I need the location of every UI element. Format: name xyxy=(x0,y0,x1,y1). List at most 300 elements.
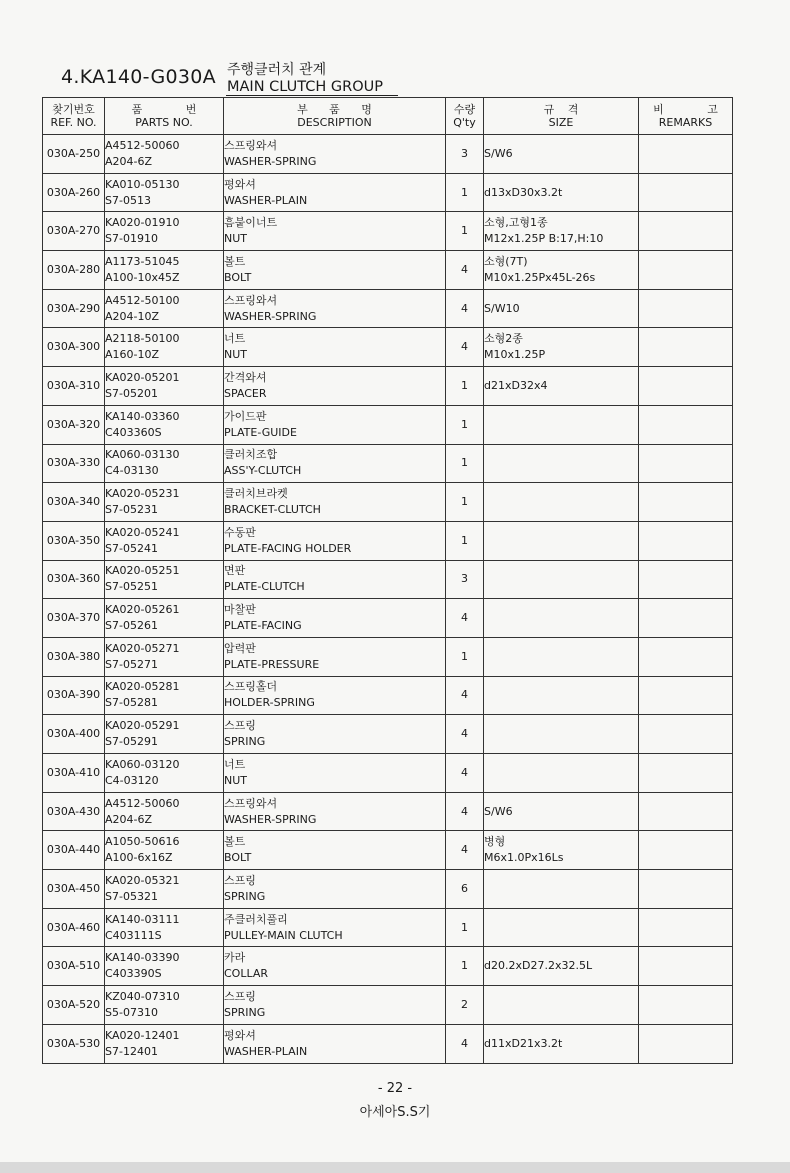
size-cell xyxy=(484,986,639,1025)
quantity-cell xyxy=(446,289,484,328)
ref-number: 030A-260 xyxy=(46,185,101,199)
description-english: BRACKET-CLUTCH xyxy=(224,503,321,517)
parts-number-secondary: C403360S xyxy=(105,425,162,439)
quantity: 1 xyxy=(461,185,468,199)
parts-number-cell xyxy=(105,328,224,367)
parts-number-secondary: S7-0513 xyxy=(105,193,151,207)
quantity-cell xyxy=(446,715,484,754)
size-cell xyxy=(484,328,639,367)
brand-footer: 아세아S.S기 xyxy=(359,1105,431,1120)
quantity: 1 xyxy=(461,417,468,431)
ref-number: 030A-290 xyxy=(46,301,101,315)
parts-number-primary: KZ040-07310 xyxy=(105,989,180,1003)
parts-number-primary: KA140-03111 xyxy=(105,912,180,926)
table-row xyxy=(43,444,733,483)
size-cell xyxy=(484,135,639,174)
size-line-1: 소형2종 xyxy=(484,332,523,346)
size-cell xyxy=(484,212,639,251)
quantity-cell xyxy=(446,212,484,251)
description-korean: 흠붙이너트 xyxy=(224,216,278,230)
ref-number: 030A-510 xyxy=(46,959,101,973)
parts-number-cell xyxy=(105,792,224,831)
remarks-cell xyxy=(639,1024,733,1063)
column-header-parts-no: 품 번 PARTS NO. xyxy=(105,98,224,135)
table-row xyxy=(43,483,733,522)
size-cell xyxy=(484,251,639,290)
size-line-2: M12x1.25P B:17,H:10 xyxy=(484,232,604,246)
parts-number-secondary: A204-6Z xyxy=(105,812,153,826)
ref-number-cell xyxy=(43,947,105,986)
description-english: NUT xyxy=(224,773,247,787)
column-header-ref: 찾기번호 REF. NO. xyxy=(43,98,105,135)
quantity: 4 xyxy=(461,727,468,741)
ref-number-cell xyxy=(43,792,105,831)
description-cell xyxy=(224,1024,446,1063)
table-row xyxy=(43,405,733,444)
ref-number: 030A-250 xyxy=(46,146,101,160)
table-row xyxy=(43,831,733,870)
size-line-1: d21xD32x4 xyxy=(484,378,548,392)
description-korean: 마찰판 xyxy=(224,603,256,617)
description-korean: 볼트 xyxy=(224,835,246,849)
description-korean: 너트 xyxy=(224,757,246,771)
parts-number-secondary: S5-07310 xyxy=(105,1005,158,1019)
description-korean: 카라 xyxy=(224,951,246,965)
quantity: 4 xyxy=(461,1036,468,1050)
parts-number-primary: KA020-05291 xyxy=(105,719,180,733)
table-row xyxy=(43,212,733,251)
size-line-1: d11xD21x3.2t xyxy=(484,1036,563,1050)
ref-number: 030A-440 xyxy=(46,843,101,857)
description-korean: 스프링와셔 xyxy=(224,293,278,307)
ref-number-cell xyxy=(43,289,105,328)
description-english: PLATE-FACING HOLDER xyxy=(224,541,352,555)
description-korean: 수동판 xyxy=(224,525,256,539)
parts-number-secondary: A160-10Z xyxy=(105,348,160,362)
parts-number-cell xyxy=(105,754,224,793)
size-line-1: S/W6 xyxy=(484,146,513,160)
size-cell xyxy=(484,676,639,715)
ref-number: 030A-280 xyxy=(46,262,101,276)
column-header-qty: 수량 Q'ty xyxy=(446,98,484,135)
description-korean: 압력판 xyxy=(224,641,256,655)
size-cell xyxy=(484,483,639,522)
description-cell xyxy=(224,754,446,793)
quantity: 4 xyxy=(461,301,468,315)
parts-number-cell xyxy=(105,289,224,328)
column-header-size: 규 격 SIZE xyxy=(484,98,639,135)
quantity-cell xyxy=(446,251,484,290)
parts-number-secondary: A204-6Z xyxy=(105,154,153,168)
parts-number-primary: KA020-05271 xyxy=(105,641,180,655)
ref-number: 030A-330 xyxy=(46,456,101,470)
size-cell xyxy=(484,715,639,754)
remarks-cell xyxy=(639,947,733,986)
parts-number-primary: KA020-05251 xyxy=(105,564,180,578)
remarks-cell xyxy=(639,560,733,599)
table-row xyxy=(43,947,733,986)
quantity: 4 xyxy=(461,765,468,779)
parts-table xyxy=(42,97,733,1064)
quantity: 2 xyxy=(461,997,468,1011)
parts-number-primary: A4512-50060 xyxy=(105,138,180,152)
description-cell xyxy=(224,676,446,715)
table-row xyxy=(43,676,733,715)
size-cell xyxy=(484,405,639,444)
remarks-cell xyxy=(639,831,733,870)
table-row xyxy=(43,135,733,174)
parts-number-cell xyxy=(105,405,224,444)
size-cell xyxy=(484,831,639,870)
ref-number: 030A-410 xyxy=(46,765,101,779)
description-english: PLATE-FACING xyxy=(224,619,302,633)
table-row xyxy=(43,599,733,638)
column-header-description: 부 품 명 DESCRIPTION xyxy=(224,98,446,135)
ref-number: 030A-370 xyxy=(46,611,101,625)
parts-number-cell xyxy=(105,831,224,870)
parts-number-primary: A1050-50616 xyxy=(105,835,180,849)
table-row xyxy=(43,521,733,560)
ref-number: 030A-340 xyxy=(46,495,101,509)
quantity-cell xyxy=(446,792,484,831)
size-cell xyxy=(484,367,639,406)
description-cell xyxy=(224,135,446,174)
description-english: PLATE-GUIDE xyxy=(224,425,297,439)
remarks-cell xyxy=(639,870,733,909)
remarks-cell xyxy=(639,328,733,367)
description-cell xyxy=(224,521,446,560)
group-code: 4.KA140-G030A xyxy=(61,66,216,88)
remarks-cell xyxy=(639,135,733,174)
parts-number-secondary: S7-01910 xyxy=(105,232,158,246)
size-line-1: 병형 xyxy=(484,835,506,849)
quantity: 3 xyxy=(461,146,468,160)
ref-number-cell xyxy=(43,908,105,947)
remarks-cell xyxy=(639,251,733,290)
quantity: 4 xyxy=(461,688,468,702)
description-cell xyxy=(224,792,446,831)
parts-number-cell xyxy=(105,483,224,522)
description-english: PULLEY-MAIN CLUTCH xyxy=(224,928,343,942)
ref-number: 030A-530 xyxy=(46,1036,101,1050)
table-row xyxy=(43,637,733,676)
parts-number-secondary: A100-10x45Z xyxy=(105,270,180,284)
description-english: WASHER-SPRING xyxy=(224,309,317,323)
remarks-cell xyxy=(639,173,733,212)
parts-number-primary: KA020-12401 xyxy=(105,1028,180,1042)
size-line-1: S/W10 xyxy=(484,301,520,315)
description-english: WASHER-SPRING xyxy=(224,812,317,826)
description-cell xyxy=(224,831,446,870)
table-row xyxy=(43,289,733,328)
parts-number-cell xyxy=(105,367,224,406)
parts-number-primary: KA140-03390 xyxy=(105,951,180,965)
parts-number-secondary: C403111S xyxy=(105,928,162,942)
description-cell xyxy=(224,483,446,522)
ref-number-cell xyxy=(43,251,105,290)
parts-number-secondary: S7-05201 xyxy=(105,386,158,400)
description-cell xyxy=(224,560,446,599)
size-line-1: 소형,고형1종 xyxy=(484,216,548,230)
quantity: 4 xyxy=(461,804,468,818)
description-english: WASHER-PLAIN xyxy=(224,1044,308,1058)
ref-number-cell xyxy=(43,173,105,212)
parts-number-secondary: S7-05251 xyxy=(105,580,158,594)
remarks-cell xyxy=(639,754,733,793)
size-cell xyxy=(484,289,639,328)
size-cell xyxy=(484,637,639,676)
parts-number-secondary: A100-6x16Z xyxy=(105,851,173,865)
parts-number-cell xyxy=(105,986,224,1025)
description-korean: 스프링 xyxy=(224,719,256,733)
quantity: 1 xyxy=(461,959,468,973)
quantity: 1 xyxy=(461,533,468,547)
quantity: 4 xyxy=(461,843,468,857)
parts-number-secondary: S7-05291 xyxy=(105,735,158,749)
parts-number-primary: KA020-05241 xyxy=(105,525,180,539)
parts-number-cell xyxy=(105,599,224,638)
page-header xyxy=(0,0,790,97)
parts-number-cell xyxy=(105,715,224,754)
description-english: PLATE-CLUTCH xyxy=(224,580,305,594)
parts-number-secondary: S7-05281 xyxy=(105,696,158,710)
table-row xyxy=(43,908,733,947)
ref-number: 030A-380 xyxy=(46,649,101,663)
parts-number-secondary: S7-05231 xyxy=(105,503,158,517)
remarks-cell xyxy=(639,444,733,483)
group-title-english: MAIN CLUTCH GROUP xyxy=(227,79,383,95)
size-cell xyxy=(484,560,639,599)
size-line-2: M6x1.0Px16Ls xyxy=(484,851,564,865)
quantity: 4 xyxy=(461,262,468,276)
quantity-cell xyxy=(446,483,484,522)
description-english: HOLDER-SPRING xyxy=(224,696,315,710)
remarks-cell xyxy=(639,367,733,406)
size-line-2: M10x1.25P xyxy=(484,348,546,362)
remarks-cell xyxy=(639,908,733,947)
description-cell xyxy=(224,870,446,909)
ref-number-cell xyxy=(43,676,105,715)
size-cell xyxy=(484,599,639,638)
ref-number: 030A-450 xyxy=(46,881,101,895)
parts-number-secondary: C4-03130 xyxy=(105,464,159,478)
ref-number: 030A-300 xyxy=(46,340,101,354)
parts-number-cell xyxy=(105,521,224,560)
remarks-cell xyxy=(639,289,733,328)
quantity-cell xyxy=(446,986,484,1025)
ref-number: 030A-460 xyxy=(46,920,101,934)
description-english: BOLT xyxy=(224,851,252,865)
table-row xyxy=(43,754,733,793)
ref-number: 030A-270 xyxy=(46,224,101,238)
table-row xyxy=(43,1024,733,1063)
description-cell xyxy=(224,212,446,251)
quantity-cell xyxy=(446,599,484,638)
remarks-cell xyxy=(639,676,733,715)
quantity-cell xyxy=(446,560,484,599)
description-cell xyxy=(224,908,446,947)
description-english: SPACER xyxy=(224,386,267,400)
parts-number-primary: KA020-05261 xyxy=(105,603,180,617)
description-cell xyxy=(224,405,446,444)
quantity-cell xyxy=(446,947,484,986)
parts-number-secondary: S7-05321 xyxy=(105,889,158,903)
remarks-cell xyxy=(639,637,733,676)
remarks-cell xyxy=(639,792,733,831)
ref-number-cell xyxy=(43,715,105,754)
size-cell xyxy=(484,1024,639,1063)
description-english: ASS'Y-CLUTCH xyxy=(224,464,302,478)
description-english: SPRING xyxy=(224,1005,266,1019)
table-row xyxy=(43,986,733,1025)
size-cell xyxy=(484,521,639,560)
parts-number-cell xyxy=(105,1024,224,1063)
remarks-cell xyxy=(639,483,733,522)
ref-number: 030A-400 xyxy=(46,727,101,741)
description-english: NUT xyxy=(224,348,247,362)
parts-number-cell xyxy=(105,212,224,251)
size-cell xyxy=(484,754,639,793)
ref-number-cell xyxy=(43,212,105,251)
quantity: 1 xyxy=(461,224,468,238)
quantity: 4 xyxy=(461,340,468,354)
parts-number-secondary: S7-05261 xyxy=(105,619,158,633)
parts-number-primary: KA020-05281 xyxy=(105,680,180,694)
quantity-cell xyxy=(446,367,484,406)
description-korean: 평와셔 xyxy=(224,177,256,191)
size-cell xyxy=(484,444,639,483)
parts-number-primary: KA020-05231 xyxy=(105,487,180,501)
title-underline xyxy=(226,95,398,96)
description-english: NUT xyxy=(224,232,247,246)
quantity-cell xyxy=(446,831,484,870)
ref-number: 030A-320 xyxy=(46,417,101,431)
description-korean: 스프링 xyxy=(224,873,256,887)
ref-number: 030A-350 xyxy=(46,533,101,547)
quantity: 6 xyxy=(461,881,468,895)
parts-number-secondary: A204-10Z xyxy=(105,309,160,323)
size-cell xyxy=(484,870,639,909)
parts-number-cell xyxy=(105,637,224,676)
ref-number-cell xyxy=(43,135,105,174)
column-header-remarks: 비 고 REMARKS xyxy=(639,98,733,135)
ref-number: 030A-520 xyxy=(46,997,101,1011)
quantity: 1 xyxy=(461,456,468,470)
table-header-row xyxy=(43,98,733,135)
size-line-1: 소형(7T) xyxy=(484,254,528,268)
quantity-cell xyxy=(446,135,484,174)
parts-number-cell xyxy=(105,560,224,599)
description-english: SPRING xyxy=(224,889,266,903)
description-cell xyxy=(224,599,446,638)
description-english: COLLAR xyxy=(224,967,269,981)
quantity: 3 xyxy=(461,572,468,586)
parts-number-primary: KA060-03130 xyxy=(105,448,180,462)
quantity-cell xyxy=(446,754,484,793)
ref-number-cell xyxy=(43,870,105,909)
table-row xyxy=(43,367,733,406)
description-korean: 간격와셔 xyxy=(224,370,267,384)
ref-number-cell xyxy=(43,986,105,1025)
parts-number-secondary: S7-05241 xyxy=(105,541,158,555)
description-english: BOLT xyxy=(224,270,252,284)
description-korean: 평와셔 xyxy=(224,1028,256,1042)
parts-number-cell xyxy=(105,135,224,174)
scan-bottom-strip xyxy=(0,1162,790,1173)
quantity-cell xyxy=(446,1024,484,1063)
quantity: 1 xyxy=(461,378,468,392)
table-row xyxy=(43,173,733,212)
description-cell xyxy=(224,367,446,406)
remarks-cell xyxy=(639,599,733,638)
quantity: 1 xyxy=(461,920,468,934)
description-cell xyxy=(224,251,446,290)
description-cell xyxy=(224,444,446,483)
description-korean: 너트 xyxy=(224,332,246,346)
table-row xyxy=(43,328,733,367)
ref-number: 030A-430 xyxy=(46,804,101,818)
ref-number-cell xyxy=(43,637,105,676)
parts-number-primary: A2118-50100 xyxy=(105,332,180,346)
description-korean: 스프링와셔 xyxy=(224,796,278,810)
size-line-1: d13xD30x3.2t xyxy=(484,185,563,199)
size-cell xyxy=(484,908,639,947)
ref-number-cell xyxy=(43,405,105,444)
parts-number-cell xyxy=(105,676,224,715)
description-cell xyxy=(224,947,446,986)
ref-number-cell xyxy=(43,599,105,638)
table-row xyxy=(43,251,733,290)
quantity: 1 xyxy=(461,649,468,663)
ref-number-cell xyxy=(43,560,105,599)
parts-number-cell xyxy=(105,908,224,947)
ref-number: 030A-390 xyxy=(46,688,101,702)
description-korean: 볼트 xyxy=(224,254,246,268)
parts-number-primary: KA010-05130 xyxy=(105,177,180,191)
quantity-cell xyxy=(446,328,484,367)
parts-number-secondary: S7-05271 xyxy=(105,657,158,671)
quantity: 4 xyxy=(461,611,468,625)
parts-number-secondary: S7-12401 xyxy=(105,1044,158,1058)
parts-number-primary: KA020-05201 xyxy=(105,370,180,384)
remarks-cell xyxy=(639,405,733,444)
description-korean: 스프링와셔 xyxy=(224,138,278,152)
parts-number-primary: A4512-50100 xyxy=(105,293,180,307)
parts-number-cell xyxy=(105,444,224,483)
description-cell xyxy=(224,637,446,676)
description-korean: 면판 xyxy=(224,564,246,578)
size-cell xyxy=(484,173,639,212)
size-cell xyxy=(484,947,639,986)
parts-number-cell xyxy=(105,251,224,290)
ref-number-cell xyxy=(43,521,105,560)
group-title-korean: 주행클러치 관계 xyxy=(227,62,327,78)
remarks-cell xyxy=(639,986,733,1025)
description-korean: 가이드판 xyxy=(224,409,267,423)
description-english: SPRING xyxy=(224,735,266,749)
remarks-cell xyxy=(639,212,733,251)
parts-number-primary: KA060-03120 xyxy=(105,757,180,771)
remarks-cell xyxy=(639,715,733,754)
quantity-cell xyxy=(446,405,484,444)
parts-number-primary: KA020-05321 xyxy=(105,873,180,887)
description-cell xyxy=(224,289,446,328)
parts-number-primary: KA020-01910 xyxy=(105,216,180,230)
description-korean: 주클러치풀리 xyxy=(224,912,288,926)
ref-number: 030A-360 xyxy=(46,572,101,586)
parts-number-cell xyxy=(105,947,224,986)
description-korean: 스프링 xyxy=(224,989,256,1003)
